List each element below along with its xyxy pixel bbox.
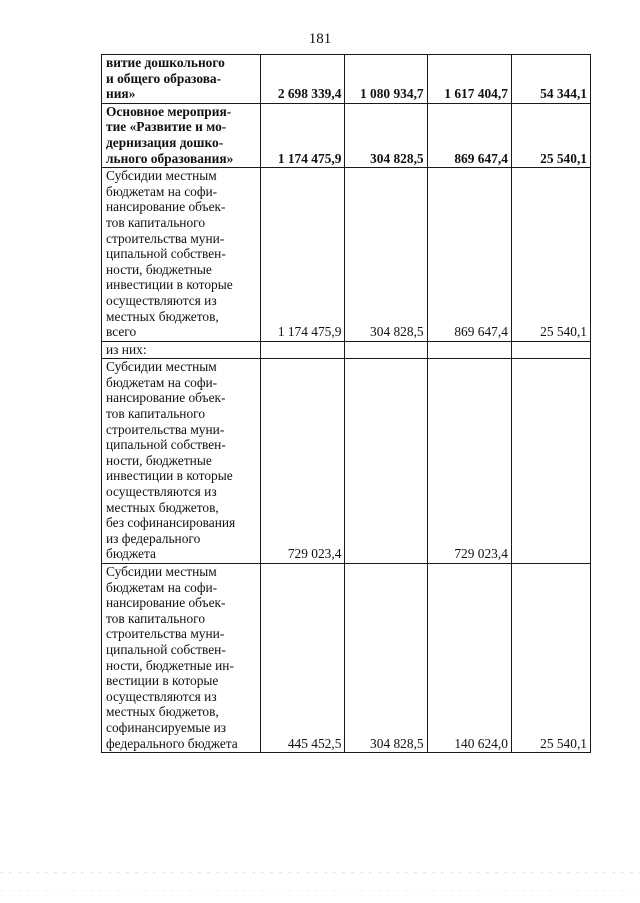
row-label-line: тие «Развитие и мо- (106, 119, 227, 135)
row-label-line: без софинансирования (106, 515, 236, 531)
row-label-cell (102, 564, 261, 753)
row-label-line: Субсидии местным (106, 168, 217, 184)
row-label-line: ния» (106, 86, 136, 102)
table-row (102, 103, 591, 167)
row-label-line: инвестиции в которые (106, 277, 233, 293)
row-label-line: осуществляются из (106, 688, 217, 704)
row-label-line: ципальной собствен- (106, 437, 226, 453)
row-label-line: и общего образова- (106, 70, 222, 86)
row-label-cell (102, 55, 261, 104)
value-cell-col-2 (345, 341, 427, 359)
row-label-line: бюджетам на софи- (106, 374, 218, 390)
row-label-line: всего (106, 324, 137, 340)
row-label-line: нансирование объек- (106, 595, 226, 611)
value-cell-col-2: 304 828,5 (345, 168, 427, 342)
row-label-line: дернизация дошко- (106, 134, 224, 150)
row-label-cell (102, 359, 261, 564)
value-cell-col-1: 729 023,4 (261, 359, 345, 564)
row-label-line: тов капитального (106, 406, 206, 422)
row-label-line: Основное мероприя- (106, 103, 232, 119)
row-label-line: ципальной собствен- (106, 641, 226, 657)
row-label-cell (102, 103, 261, 167)
value-cell-col-2: 1 080 934,7 (345, 55, 427, 104)
value-cell-col-1: 1 174 475,9 (261, 103, 345, 167)
scan-artifact (0, 890, 640, 891)
value-cell-col-3: 1 617 404,7 (427, 55, 511, 104)
row-label-line: из них: (106, 341, 147, 357)
budget-table (101, 54, 591, 753)
value-cell-col-2: 304 828,5 (345, 564, 427, 753)
value-cell-col-3 (427, 341, 511, 359)
table-row (102, 564, 591, 753)
row-label-line: осуществляются из (106, 292, 217, 308)
row-label-line: ности, бюджетные (106, 452, 212, 468)
value-cell-col-3: 140 624,0 (427, 564, 511, 753)
row-label-cell (102, 168, 261, 342)
value-cell-col-3: 869 647,4 (427, 168, 511, 342)
row-label-line: ципальной собствен- (106, 246, 226, 262)
row-label-line: бюджетам на софи- (106, 579, 218, 595)
value-cell-col-2 (345, 359, 427, 564)
row-label-line: Субсидии местным (106, 359, 217, 375)
row-label-line: нансирование объек- (106, 199, 226, 215)
row-label-line: инвестиции в которые (106, 468, 233, 484)
row-label-line: строительства муни- (106, 421, 225, 437)
row-label-line: бюджетам на софи- (106, 183, 218, 199)
row-label-line: Субсидии местным (106, 564, 217, 579)
row-label-line: ности, бюджетные ин- (106, 657, 234, 673)
row-label-line: строительства муни- (106, 626, 225, 642)
row-label-line: местных бюджетов, (106, 308, 219, 324)
row-label-line: федерального бюджета (106, 735, 238, 751)
row-label-line: местных бюджетов, (106, 704, 219, 720)
row-label-line: бюджета (106, 546, 156, 562)
table-row (102, 359, 591, 564)
row-label-line: ности, бюджетные (106, 261, 212, 277)
row-label-cell (102, 341, 261, 359)
value-cell-col-4: 25 540,1 (511, 103, 590, 167)
value-cell-col-4: 54 344,1 (511, 55, 590, 104)
row-label-line: льного образования» (106, 150, 234, 166)
budget-table-body (102, 55, 591, 753)
row-label-line: тов капитального (106, 610, 206, 626)
row-label-line: нансирование объек- (106, 390, 226, 406)
row-label-line: вестиции в которые (106, 673, 219, 689)
value-cell-col-4 (511, 341, 590, 359)
page-number: 181 (308, 31, 332, 47)
row-label-line: строительства муни- (106, 230, 225, 246)
row-label-line: софинансируемые из (106, 719, 227, 735)
value-cell-col-1: 445 452,5 (261, 564, 345, 753)
scan-artifact (0, 872, 640, 873)
value-cell-col-3: 869 647,4 (427, 103, 511, 167)
row-label-line: тов капитального (106, 214, 206, 230)
row-label-line: местных бюджетов, (106, 499, 219, 515)
value-cell-col-4: 25 540,1 (511, 564, 590, 753)
value-cell-col-1 (261, 341, 345, 359)
value-cell-col-1: 2 698 339,4 (261, 55, 345, 104)
value-cell-col-2: 304 828,5 (345, 103, 427, 167)
table-row (102, 341, 591, 359)
value-cell-col-4 (511, 359, 590, 564)
row-label-line: из федерального (106, 530, 201, 546)
value-cell-col-1: 1 174 475,9 (261, 168, 345, 342)
value-cell-col-3: 729 023,4 (427, 359, 511, 564)
table-row (102, 168, 591, 342)
row-label-line: осуществляются из (106, 484, 217, 500)
row-label-line: витие дошкольного (106, 55, 225, 70)
table-row (102, 55, 591, 104)
value-cell-col-4: 25 540,1 (511, 168, 590, 342)
